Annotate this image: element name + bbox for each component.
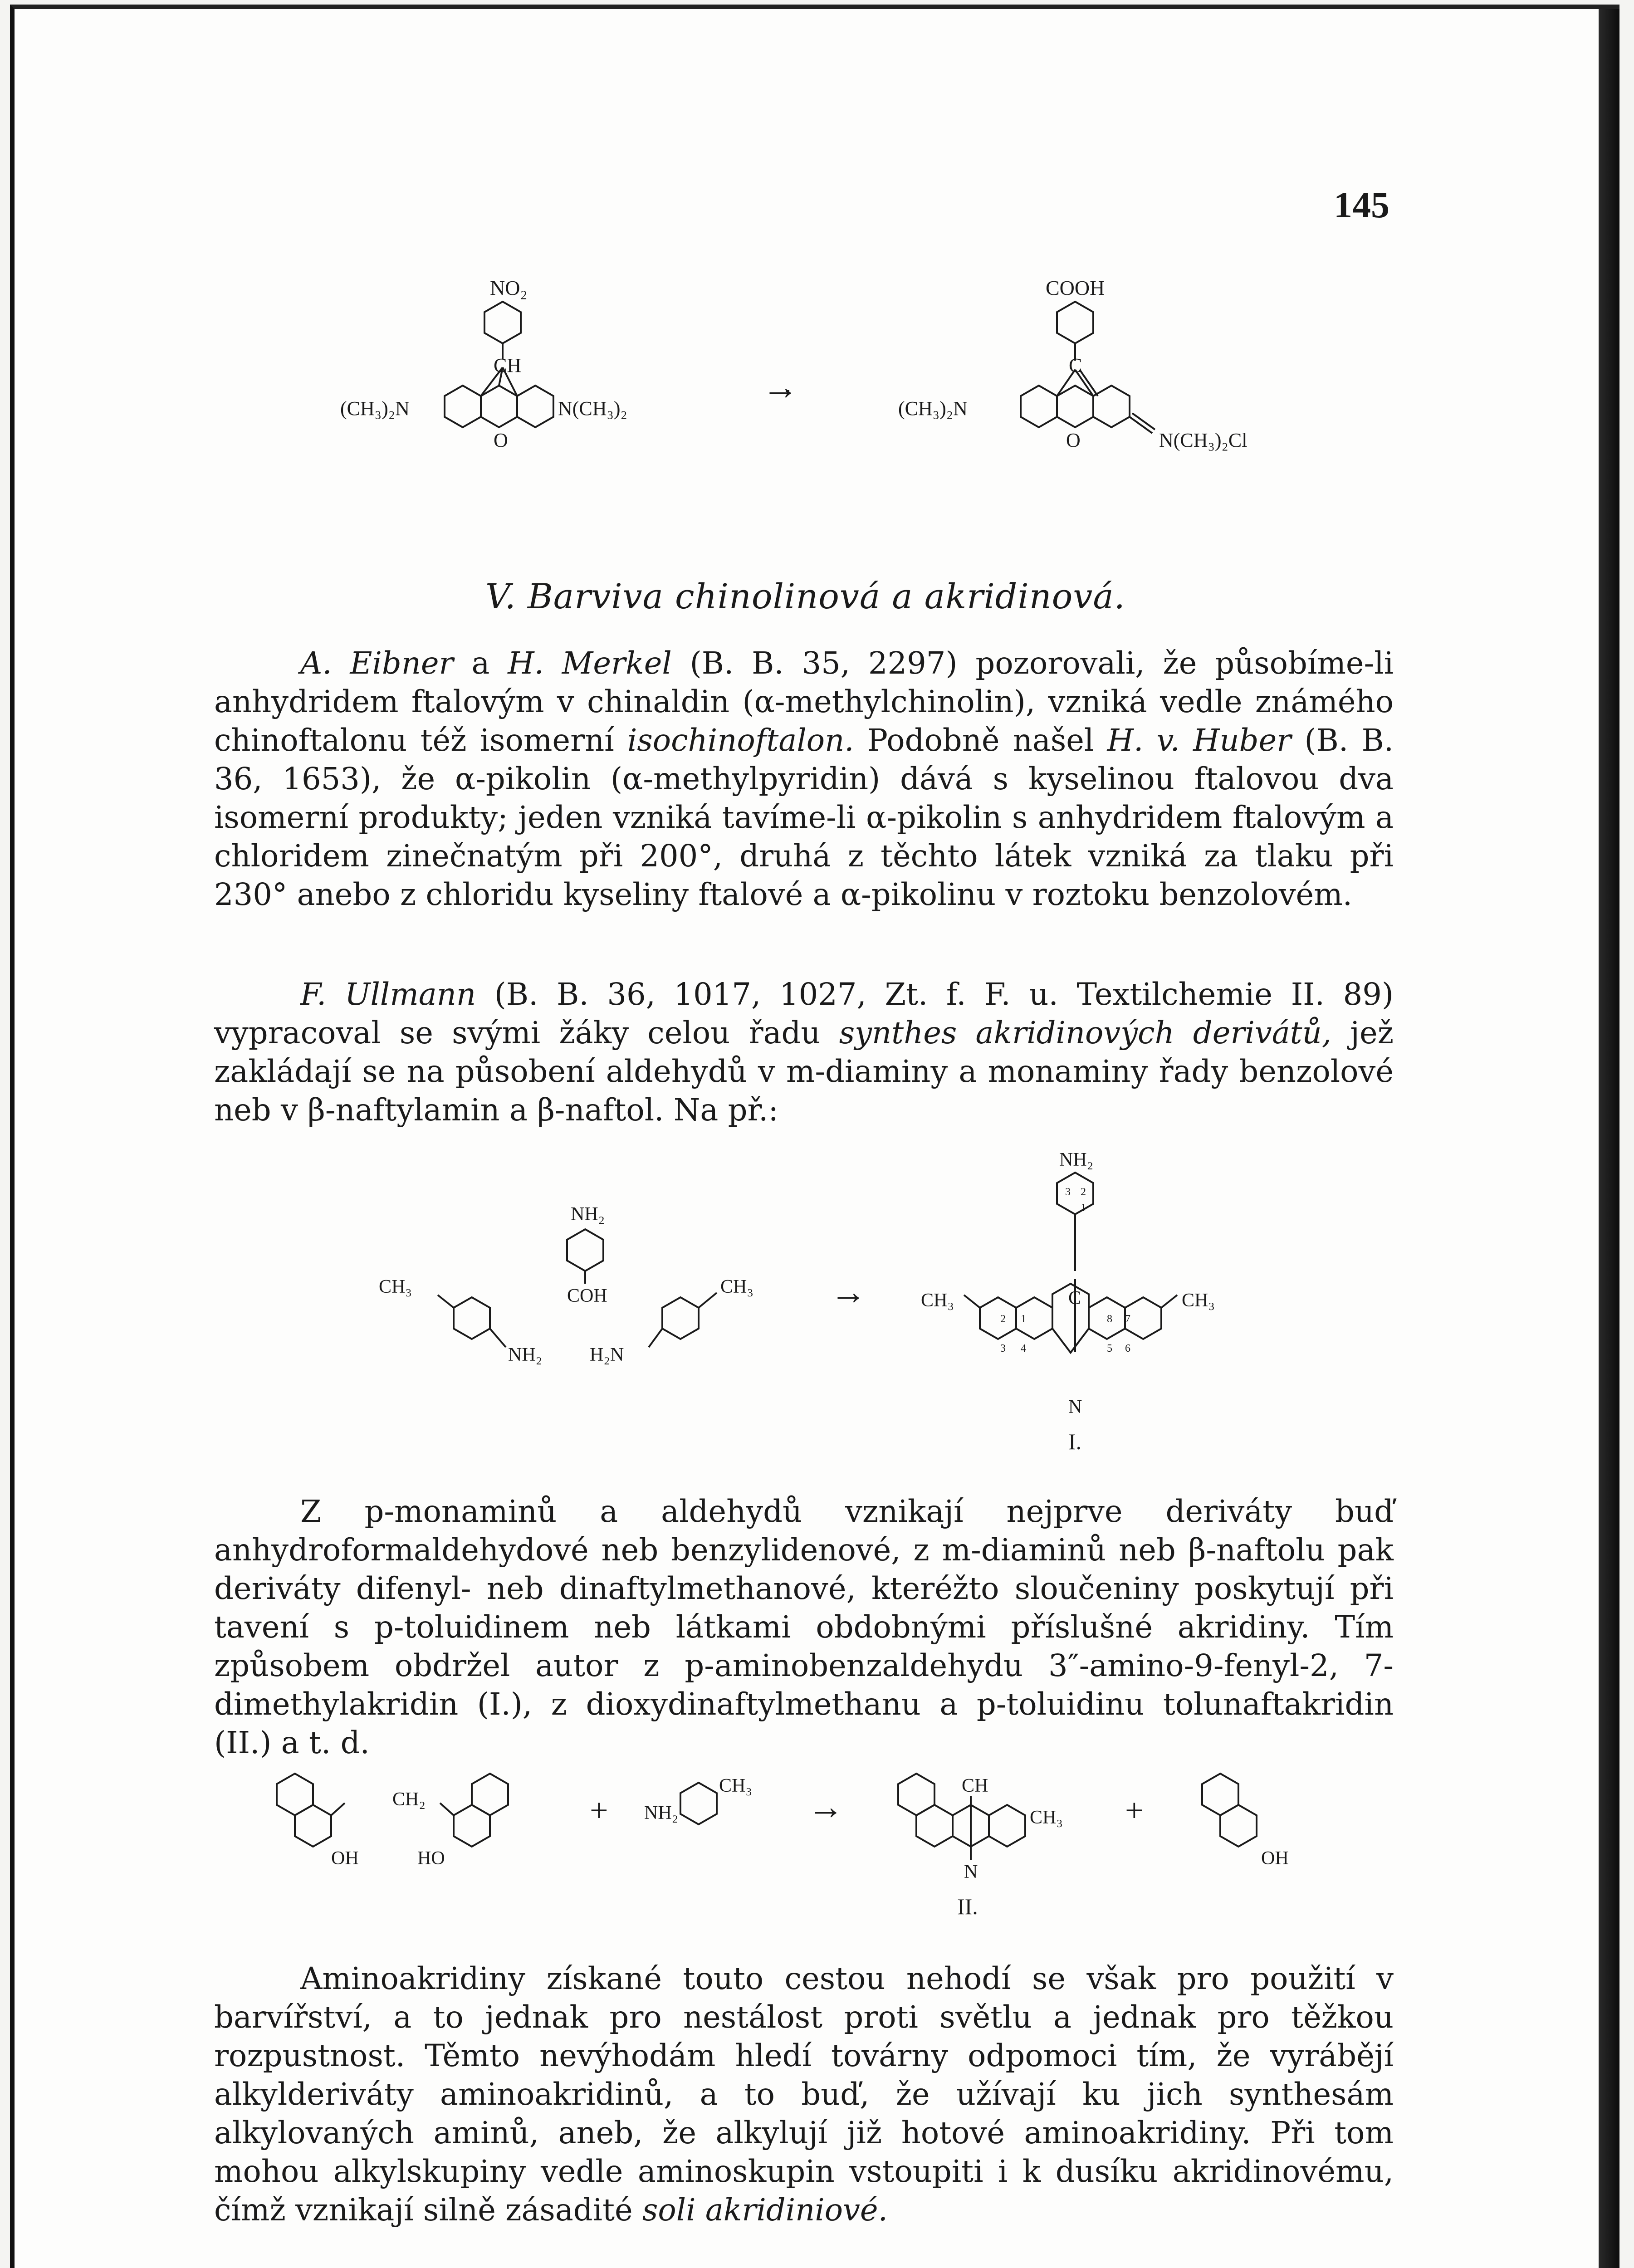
para2-text-b: jež zakládají se na působení aldehydů v m-diaminy a monaminy řady benzolové neb v β-naftylamin a β-naftol. Na př.:: [214, 1015, 1394, 1128]
scheme2-product-left-ring: [980, 1297, 1016, 1339]
scheme2-product-top-ring: [1057, 1173, 1093, 1214]
para1-text-c: Podobně našel: [854, 723, 1107, 758]
scheme1-right-nme2cl: N(CH₃)₂Cl: [1159, 429, 1248, 451]
scheme3-product-ring-2: [916, 1805, 953, 1847]
scheme1-right-left-nme2: (CH₃)₂N: [898, 397, 968, 420]
scheme2-product-right-ring: [1125, 1297, 1161, 1339]
scheme2-ch3-right: CH₃: [720, 1276, 753, 1297]
scheme3-oh-right: OH: [1261, 1848, 1289, 1869]
scheme1-cooh: COOH: [1046, 276, 1105, 299]
scheme3-naphthol-product-ring-2: [1220, 1805, 1257, 1847]
scheme1-left-ring-a: [445, 386, 481, 427]
author-huber: H. v. Huber: [1107, 723, 1292, 758]
scheme1-left-nme2: (CH₃)₂N: [340, 397, 410, 420]
scheme3-plus-2: +: [1125, 1792, 1144, 1828]
scheme2-locant-r7: 7: [1125, 1313, 1130, 1325]
scheme2-arrow: →: [830, 1272, 866, 1312]
scheme3-naphthol-b-ring-2: [454, 1805, 490, 1847]
para1-text-b: (B. B. 35, 2297) pozorovali, že působíme-li anhydridem ftalovým v chinaldin (α-methylchinolin), vzniká vedle známého chinoftalonu též isomerní: [214, 645, 1394, 758]
scheme2-product-ch3-left: CH₃: [921, 1290, 954, 1311]
term-soli-akridiniove: soli akridiniové.: [642, 2192, 888, 2228]
scheme3-naphthol-a-ring-2: [295, 1805, 331, 1847]
scheme1-left-ring-b: [481, 386, 517, 427]
scheme2-locant-r5: 5: [1107, 1343, 1112, 1354]
scan-edge: [1599, 9, 1619, 2268]
para4-text: Aminoakridiny získané touto cestou nehodí se však pro použití v barvířství, a to jednak pro nestálost proti světlu a jednak pro těžkou rozpustnost. Těmto nevýhodám hledí továrny odpomoci tím, že vyrábějí alkylderiváty aminoakridinů, a to buď, že užívají ku jich synthesám alkylovaných aminů, aneb, že alkylují již hotové aminoakridiny. Při tom mohou alkylskupiny vedle aminoskupin vstoupiti i k dusíku akridinovému, čímž vznikají silně zásadité: [214, 1961, 1394, 2228]
scheme3-arrow: →: [807, 1787, 844, 1827]
scheme1-left-ring-c: [517, 386, 553, 427]
scheme3-product-n: N: [964, 1862, 978, 1882]
scheme3-ho: HO: [417, 1848, 445, 1869]
term-isochinoftalon: isochinoftalon.: [627, 723, 854, 758]
scheme3-oh-left: OH: [331, 1848, 359, 1869]
scheme3-ch3: CH₃: [719, 1775, 752, 1796]
scheme1-right-benzene-ring: [1057, 302, 1093, 343]
scheme-3: [272, 1755, 1361, 1937]
scheme2-product-n: N: [1068, 1397, 1082, 1418]
para1-text-d: (B. B. 36, 1653), že α-pikolin (α-methylpyridin) dává s kyselinou ftalovou dva isomerní produkty; jeden vzniká tavíme-li α-pikolin s anhydridem ftalovým a chloridem zinečnatým při 200°, druhá z těchto látek vzniká za tlaku při 230° anebo z chloridu kyseliny ftalové a α-pikolinu v roztoku benzolovém.: [214, 723, 1394, 912]
scheme1-o: O: [494, 429, 508, 451]
scheme1-right-ring-c: [1093, 386, 1130, 427]
scheme2-nh2-a: NH₂: [508, 1344, 543, 1365]
page-number: 145: [1334, 184, 1389, 225]
scheme3-plus-1: +: [590, 1792, 608, 1828]
scheme3-ch2: CH₂: [392, 1789, 426, 1810]
scheme2-aminobenzaldehyde-ring: [567, 1229, 603, 1271]
scheme2-locant-l2: 2: [1000, 1313, 1006, 1325]
scheme1-ch: CH: [494, 354, 522, 376]
scheme2-locant-n3: 3: [1065, 1186, 1071, 1198]
scheme2-locant-l1: 1: [1021, 1313, 1026, 1325]
term-synthes: synthes akridinových derivátů,: [839, 1015, 1332, 1051]
author-merkel: H. Merkel: [508, 645, 672, 681]
scheme-1: [318, 263, 1361, 517]
scheme2-locant-r8: 8: [1107, 1313, 1112, 1325]
scheme3-product-label: II.: [957, 1894, 978, 1919]
scheme3-product-ch3: CH₃: [1030, 1807, 1063, 1828]
scheme1-c: C: [1069, 354, 1082, 376]
scheme1-right-ring-a: [1021, 386, 1057, 427]
scheme2-ch3-left: CH₃: [379, 1276, 412, 1297]
scheme2-product-c: C: [1068, 1288, 1081, 1309]
scheme2-product-label: I.: [1068, 1429, 1082, 1454]
para3-text: Z p-monaminů a aldehydů vznikají nejprve deriváty buď anhydroformaldehydové neb benzylidenové, z m-diaminů neb β-naftolu pak deriváty difenyl- neb dinaftylmethanové, kteréžto sloučeniny poskytují při tavení s p-toluidinem neb látkami obdobnými příslušné akridiny. Tím způsobem obdržel autor z p-aminobenzaldehydu 3″-amino-9-fenyl-2, 7-dimethylakridin (I.), z dioxydinaftylmethanu a p-toluidinu tolunaftakridin (II.) a t. d.: [214, 1494, 1394, 1760]
paragraph-3: [214, 1492, 1394, 1762]
para1-text-a: a: [453, 645, 508, 681]
scheme-2: [354, 1148, 1352, 1465]
scheme2-locant-n2: 2: [1081, 1186, 1086, 1198]
scheme1-left-benzene-ring: [484, 302, 521, 343]
para2-text-a: (B. B. 36, 1017, 1027, Zt. f. F. u. Textilchemie II. 89) vypracoval se svými žáky celou řadu: [214, 977, 1394, 1051]
scheme2-nh2-top: NH₂: [571, 1204, 605, 1225]
scheme2-coh: COH: [567, 1286, 607, 1306]
author-ullmann: F. Ullmann: [300, 977, 476, 1012]
scheme2-locant-n1: 1: [1081, 1202, 1086, 1214]
scheme2-product-nh2: NH₂: [1059, 1149, 1094, 1170]
paragraph-4: [214, 1960, 1394, 2229]
scheme3-nh2: NH₂: [644, 1803, 679, 1823]
paragraph-1: [214, 644, 1394, 914]
scheme2-toluidine-right-ring: [662, 1297, 699, 1339]
section-heading: V. Barviva chinolinová a akridinová.: [485, 576, 1125, 616]
scheme2-product-ch3-right: CH₃: [1182, 1290, 1215, 1311]
scheme2-locant-r6: 6: [1125, 1343, 1130, 1354]
scheme3-toluidine-ring: [680, 1783, 717, 1824]
scheme1-right-o: O: [1066, 429, 1081, 451]
scheme1-no2: NO₂: [490, 276, 528, 299]
scheme3-product-ch: CH: [962, 1775, 988, 1796]
scheme2-toluidine-left-ring: [454, 1297, 490, 1339]
scheme1-right-nme2: N(CH₃)₂: [558, 397, 627, 420]
scheme1-right-ring-b: [1057, 386, 1093, 427]
scheme1-arrow: →: [762, 367, 798, 407]
scheme2-h2n: H₂N: [590, 1344, 624, 1365]
scheme3-product-ring-4: [989, 1805, 1025, 1847]
paragraph-2: [214, 975, 1394, 1129]
scheme2-locant-l3: 3: [1000, 1343, 1006, 1354]
scheme2-locant-l4: 4: [1021, 1343, 1026, 1354]
author-eibner: A. Eibner: [300, 645, 454, 681]
